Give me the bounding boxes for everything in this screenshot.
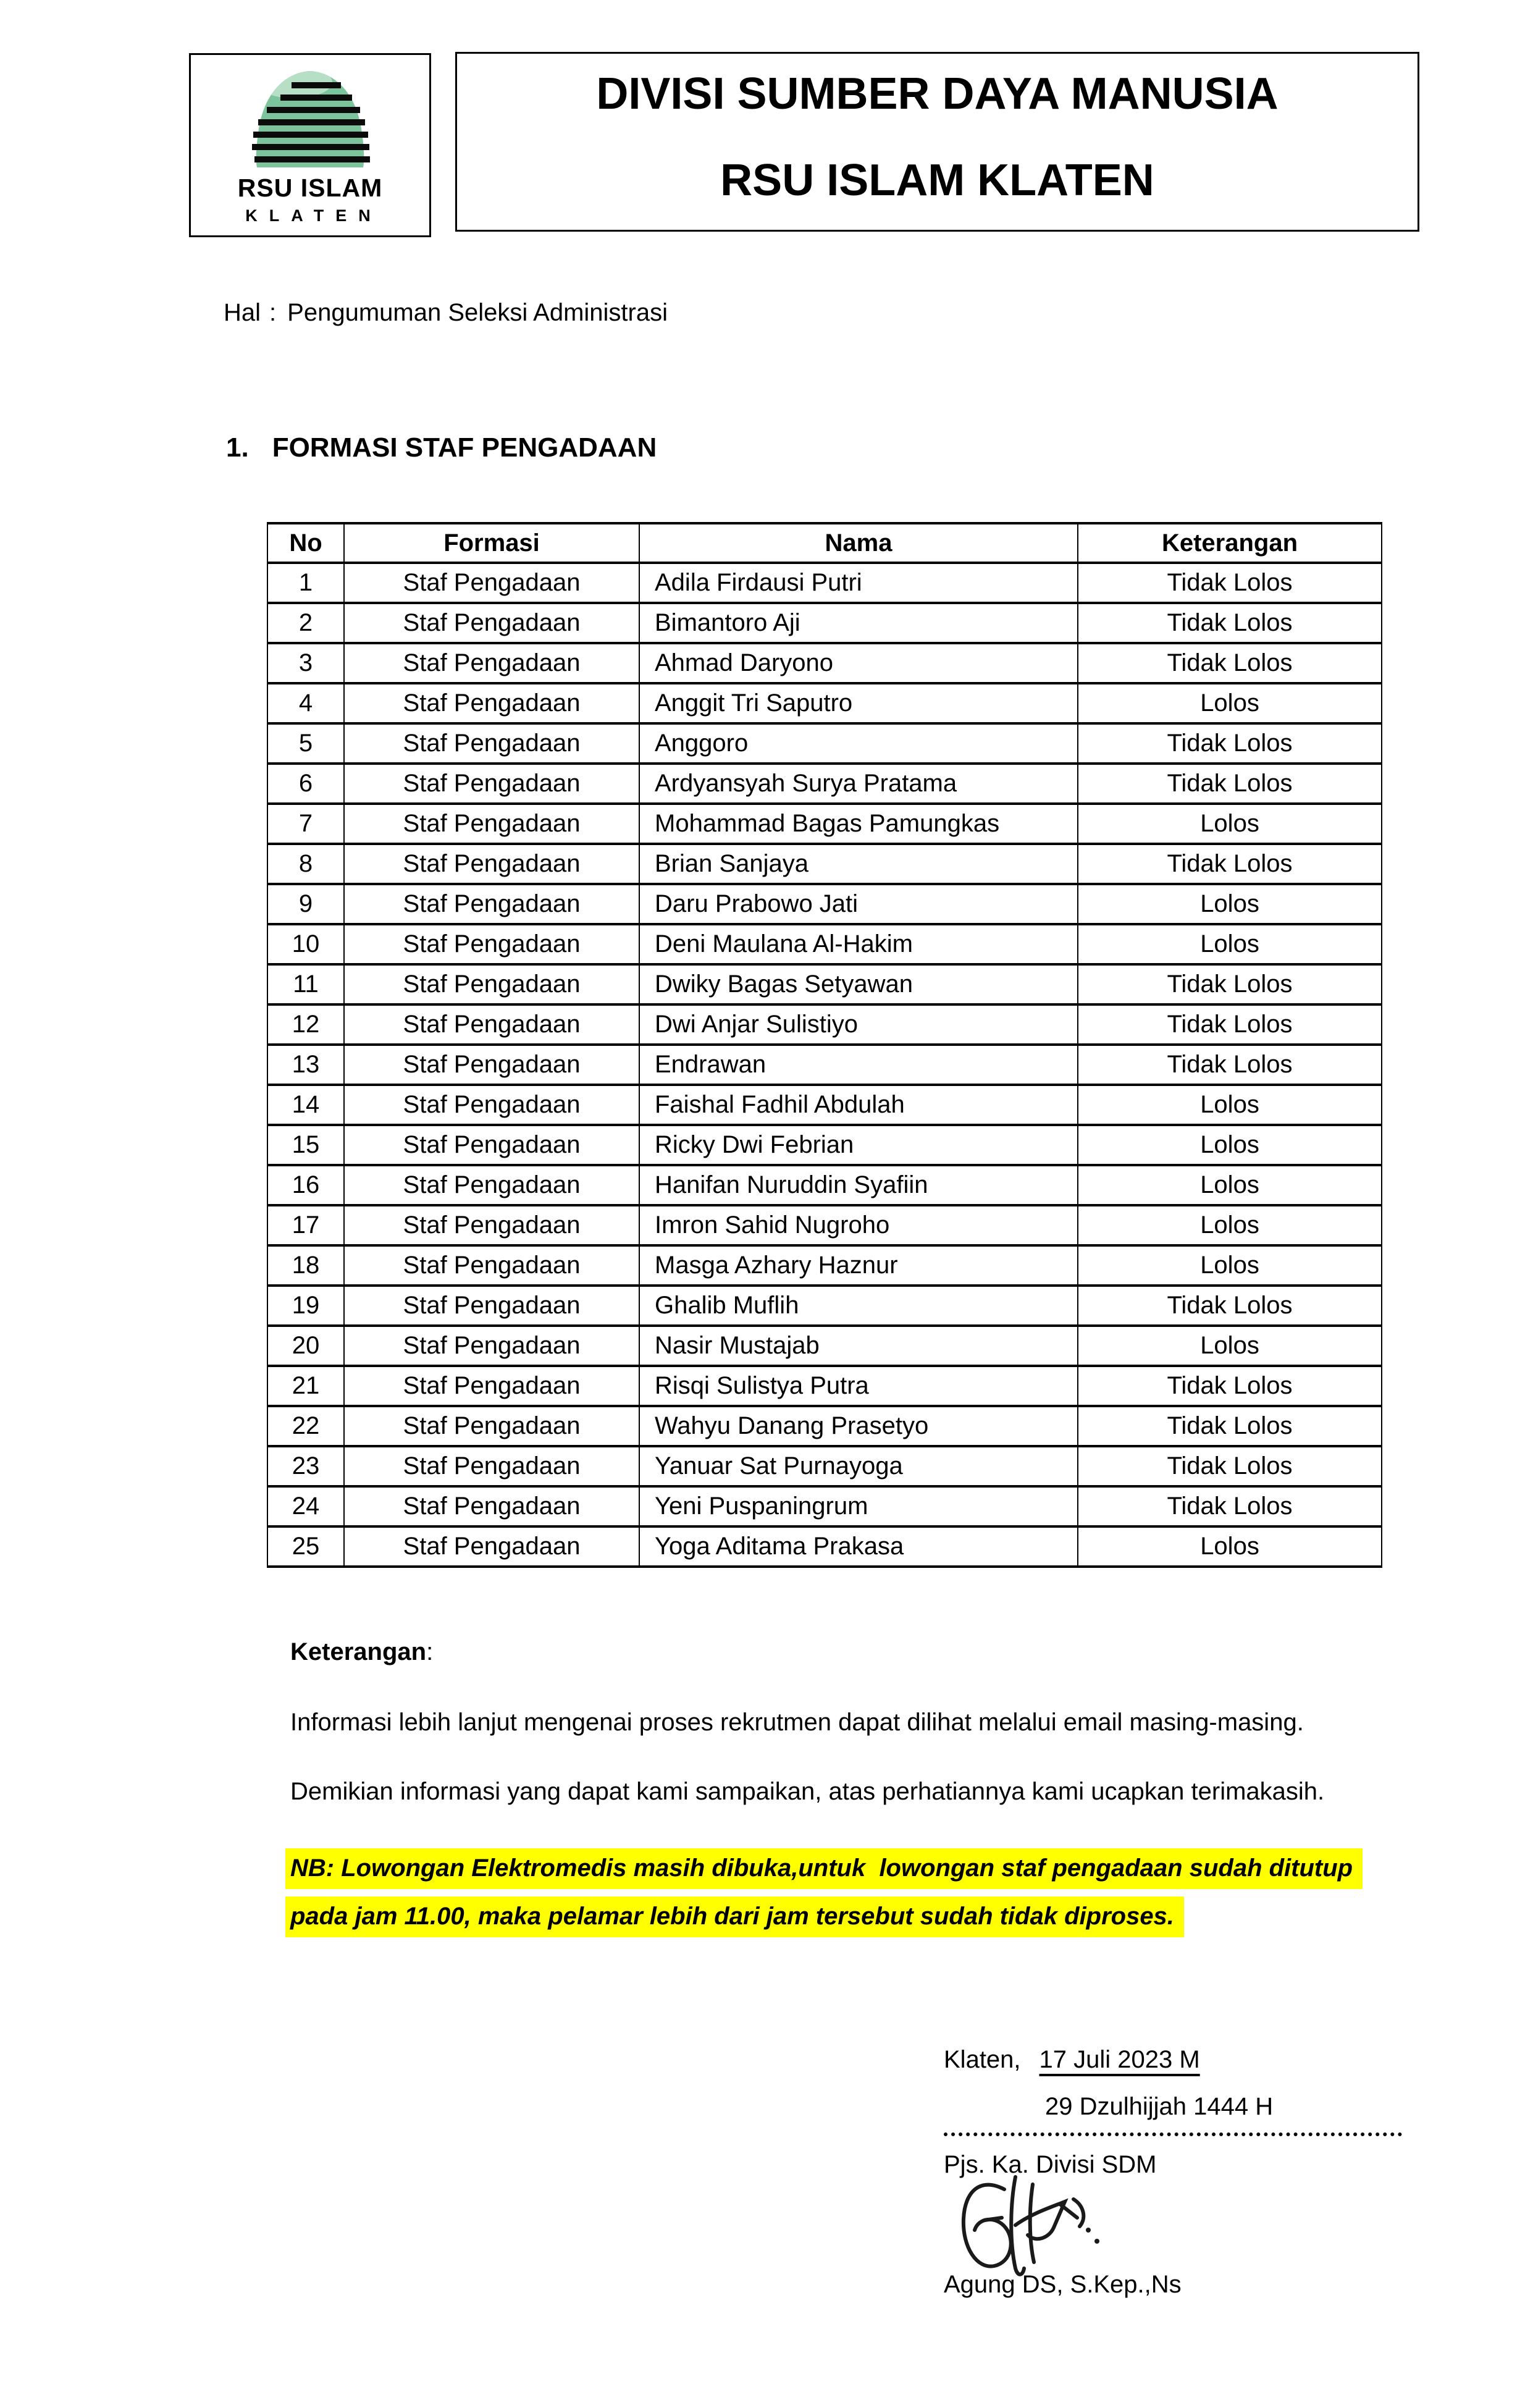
cell-no: 7 — [267, 804, 344, 844]
cell-nama: Ahmad Daryono — [639, 643, 1078, 683]
table-row — [267, 603, 1382, 643]
col-header-keterangan: Keterangan — [1078, 523, 1382, 563]
table-row — [267, 1486, 1382, 1526]
signature-dotted-line — [944, 2132, 1402, 2136]
cell-no: 3 — [267, 643, 344, 683]
letterhead-division-title: DIVISI SUMBER DAYA MANUSIA — [596, 69, 1279, 119]
cell-formasi: Staf Pengadaan — [344, 964, 639, 1004]
cell-no: 17 — [267, 1205, 344, 1245]
cell-no: 14 — [267, 1085, 344, 1125]
cell-formasi: Staf Pengadaan — [344, 1085, 639, 1125]
cell-ket: Lolos — [1078, 1245, 1382, 1286]
cell-ket: Tidak Lolos — [1078, 1406, 1382, 1446]
table-row — [267, 1286, 1382, 1326]
cell-formasi: Staf Pengadaan — [344, 1245, 639, 1286]
cell-no: 24 — [267, 1486, 344, 1526]
table-row — [267, 643, 1382, 683]
cell-formasi: Staf Pengadaan — [344, 1205, 639, 1245]
cell-nama: Bimantoro Aji — [639, 603, 1078, 643]
cell-formasi: Staf Pengadaan — [344, 1165, 639, 1205]
table-row — [267, 683, 1382, 723]
col-header-nama: Nama — [639, 523, 1078, 563]
table-row — [267, 1165, 1382, 1205]
table-row — [267, 884, 1382, 924]
notes-paragraph-2: Demikian informasi yang dapat kami sampaikan, atas perhatiannya kami ucapkan terimakasih. — [290, 1778, 1325, 1805]
cell-formasi: Staf Pengadaan — [344, 804, 639, 844]
cell-nama: Yoga Aditama Prakasa — [639, 1526, 1078, 1567]
table-row — [267, 1004, 1382, 1045]
table-row — [267, 563, 1382, 603]
table-row — [267, 1205, 1382, 1245]
cell-formasi: Staf Pengadaan — [344, 683, 639, 723]
cell-formasi: Staf Pengadaan — [344, 603, 639, 643]
table-row — [267, 1245, 1382, 1286]
cell-ket: Tidak Lolos — [1078, 723, 1382, 764]
cell-ket: Tidak Lolos — [1078, 603, 1382, 643]
cell-no: 13 — [267, 1045, 344, 1085]
table-row — [267, 1406, 1382, 1446]
cell-ket: Lolos — [1078, 1085, 1382, 1125]
table-row — [267, 1446, 1382, 1486]
notes-heading — [290, 1638, 433, 1666]
cell-ket: Tidak Lolos — [1078, 1286, 1382, 1326]
section-heading — [226, 432, 657, 463]
cell-nama: Faishal Fadhil Abdulah — [639, 1085, 1078, 1125]
cell-nama: Brian Sanjaya — [639, 844, 1078, 884]
cell-ket: Tidak Lolos — [1078, 964, 1382, 1004]
cell-no: 21 — [267, 1366, 344, 1406]
section-number: 1. — [226, 432, 249, 463]
subject-value: Pengumuman Seleksi Administrasi — [287, 299, 668, 326]
section-title: FORMASI STAF PENGADAAN — [272, 432, 657, 463]
cell-no: 15 — [267, 1125, 344, 1165]
cell-nama: Yeni Puspaningrum — [639, 1486, 1078, 1526]
table-body — [267, 563, 1382, 1567]
cell-formasi: Staf Pengadaan — [344, 1406, 639, 1446]
cell-ket: Lolos — [1078, 1165, 1382, 1205]
signoff-city-date — [944, 2046, 1200, 2074]
cell-formasi: Staf Pengadaan — [344, 884, 639, 924]
cell-nama: Ricky Dwi Febrian — [639, 1125, 1078, 1165]
cell-formasi: Staf Pengadaan — [344, 723, 639, 764]
cell-formasi: Staf Pengadaan — [344, 1326, 639, 1366]
cell-nama: Wahyu Danang Prasetyo — [639, 1406, 1078, 1446]
table-row — [267, 804, 1382, 844]
cell-no: 25 — [267, 1526, 344, 1567]
cell-formasi: Staf Pengadaan — [344, 1366, 639, 1406]
table-row — [267, 764, 1382, 804]
letterhead-title-box — [455, 52, 1419, 232]
cell-formasi: Staf Pengadaan — [344, 1486, 639, 1526]
cell-no: 16 — [267, 1165, 344, 1205]
cell-ket: Tidak Lolos — [1078, 764, 1382, 804]
cell-no: 18 — [267, 1245, 344, 1286]
nb-highlight-2: pada jam 11.00, maka pelamar lebih dari jam tersebut sudah tidak diproses. — [285, 1897, 1184, 1937]
cell-formasi: Staf Pengadaan — [344, 1286, 639, 1326]
notes-heading-colon: : — [426, 1638, 434, 1665]
cell-formasi: Staf Pengadaan — [344, 1446, 639, 1486]
table-row — [267, 1366, 1382, 1406]
cell-formasi: Staf Pengadaan — [344, 1004, 639, 1045]
subject-line — [224, 299, 668, 327]
letterhead-hospital-name: RSU ISLAM KLATEN — [720, 156, 1154, 205]
cell-nama: Dwiky Bagas Setyawan — [639, 964, 1078, 1004]
cell-nama: Imron Sahid Nugroho — [639, 1205, 1078, 1245]
subject-label: Hal — [224, 299, 261, 326]
signoff-city: Klaten, — [944, 2046, 1021, 2073]
cell-nama: Risqi Sulistya Putra — [639, 1366, 1078, 1406]
table-row — [267, 1326, 1382, 1366]
nb-note-line-2 — [285, 1903, 1184, 1930]
letterhead-logo-box — [189, 53, 431, 237]
cell-no: 8 — [267, 844, 344, 884]
cell-nama: Ardyansyah Surya Pratama — [639, 764, 1078, 804]
cell-no: 12 — [267, 1004, 344, 1045]
cell-formasi: Staf Pengadaan — [344, 1526, 639, 1567]
cell-no: 10 — [267, 924, 344, 964]
cell-nama: Hanifan Nuruddin Syafiin — [639, 1165, 1078, 1205]
cell-nama: Adila Firdausi Putri — [639, 563, 1078, 603]
cell-nama: Nasir Mustajab — [639, 1326, 1078, 1366]
cell-ket: Tidak Lolos — [1078, 844, 1382, 884]
cell-no: 23 — [267, 1446, 344, 1486]
table-row — [267, 964, 1382, 1004]
cell-ket: Tidak Lolos — [1078, 563, 1382, 603]
notes-paragraph-1: Informasi lebih lanjut mengenai proses rekrutmen dapat dilihat melalui email masing-masing. — [290, 1709, 1304, 1736]
cell-formasi: Staf Pengadaan — [344, 924, 639, 964]
cell-formasi: Staf Pengadaan — [344, 1045, 639, 1085]
cell-no: 6 — [267, 764, 344, 804]
cell-no: 4 — [267, 683, 344, 723]
cell-nama: Masga Azhary Haznur — [639, 1245, 1078, 1286]
logo-text-rsu-islam: RSU ISLAM — [237, 174, 383, 202]
cell-ket: Tidak Lolos — [1078, 1486, 1382, 1526]
table-row — [267, 1045, 1382, 1085]
cell-ket: Tidak Lolos — [1078, 1366, 1382, 1406]
cell-ket: Tidak Lolos — [1078, 1045, 1382, 1085]
nb-highlight-1: NB: Lowongan Elektromedis masih dibuka,untuk lowongan staf pengadaan sudah ditutup — [285, 1848, 1363, 1889]
cell-ket: Lolos — [1078, 884, 1382, 924]
table-row — [267, 924, 1382, 964]
cell-nama: Anggoro — [639, 723, 1078, 764]
col-header-formasi: Formasi — [344, 523, 639, 563]
subject-colon: : — [269, 299, 277, 326]
cell-ket: Lolos — [1078, 1205, 1382, 1245]
cell-ket: Lolos — [1078, 804, 1382, 844]
signoff-name: Agung DS, S.Kep.,Ns — [944, 2271, 1182, 2298]
cell-nama: Endrawan — [639, 1045, 1078, 1085]
nb-note-line-1 — [285, 1854, 1363, 1882]
cell-no: 11 — [267, 964, 344, 1004]
cell-nama: Mohammad Bagas Pamungkas — [639, 804, 1078, 844]
cell-ket: Lolos — [1078, 683, 1382, 723]
cell-no: 9 — [267, 884, 344, 924]
table-row — [267, 723, 1382, 764]
signoff-date-masehi: 17 Juli 2023 M — [1039, 2046, 1200, 2073]
cell-formasi: Staf Pengadaan — [344, 563, 639, 603]
signoff-date-hijriah: 29 Dzulhijjah 1444 H — [1045, 2093, 1274, 2120]
table-row — [267, 1125, 1382, 1165]
cell-formasi: Staf Pengadaan — [344, 643, 639, 683]
cell-ket: Lolos — [1078, 924, 1382, 964]
cell-nama: Dwi Anjar Sulistiyo — [639, 1004, 1078, 1045]
cell-ket: Lolos — [1078, 1125, 1382, 1165]
cell-nama: Yanuar Sat Purnayoga — [639, 1446, 1078, 1486]
cell-nama: Ghalib Muflih — [639, 1286, 1078, 1326]
cell-formasi: Staf Pengadaan — [344, 764, 639, 804]
table-header-row — [267, 523, 1382, 563]
cell-formasi: Staf Pengadaan — [344, 844, 639, 884]
cell-ket: Lolos — [1078, 1326, 1382, 1366]
cell-ket: Tidak Lolos — [1078, 1446, 1382, 1486]
cell-formasi: Staf Pengadaan — [344, 1125, 639, 1165]
cell-nama: Deni Maulana Al-Hakim — [639, 924, 1078, 964]
signoff-role: Pjs. Ka. Divisi SDM — [944, 2151, 1157, 2178]
signature-scribble — [956, 2166, 1135, 2283]
hospital-dome-logo-icon — [237, 67, 383, 172]
cell-no: 20 — [267, 1326, 344, 1366]
table-row — [267, 1085, 1382, 1125]
cell-nama: Anggit Tri Saputro — [639, 683, 1078, 723]
cell-no: 1 — [267, 563, 344, 603]
logo-text-klaten: KLATEN — [245, 206, 382, 225]
cell-nama: Daru Prabowo Jati — [639, 884, 1078, 924]
table-row — [267, 844, 1382, 884]
cell-ket: Tidak Lolos — [1078, 1004, 1382, 1045]
cell-ket: Tidak Lolos — [1078, 643, 1382, 683]
table-row — [267, 1526, 1382, 1567]
cell-no: 19 — [267, 1286, 344, 1326]
cell-no: 22 — [267, 1406, 344, 1446]
notes-heading-text: Keterangan — [290, 1638, 427, 1665]
col-header-no: No — [267, 523, 344, 563]
selection-result-table — [267, 522, 1382, 1568]
cell-ket: Lolos — [1078, 1526, 1382, 1567]
cell-no: 2 — [267, 603, 344, 643]
cell-no: 5 — [267, 723, 344, 764]
